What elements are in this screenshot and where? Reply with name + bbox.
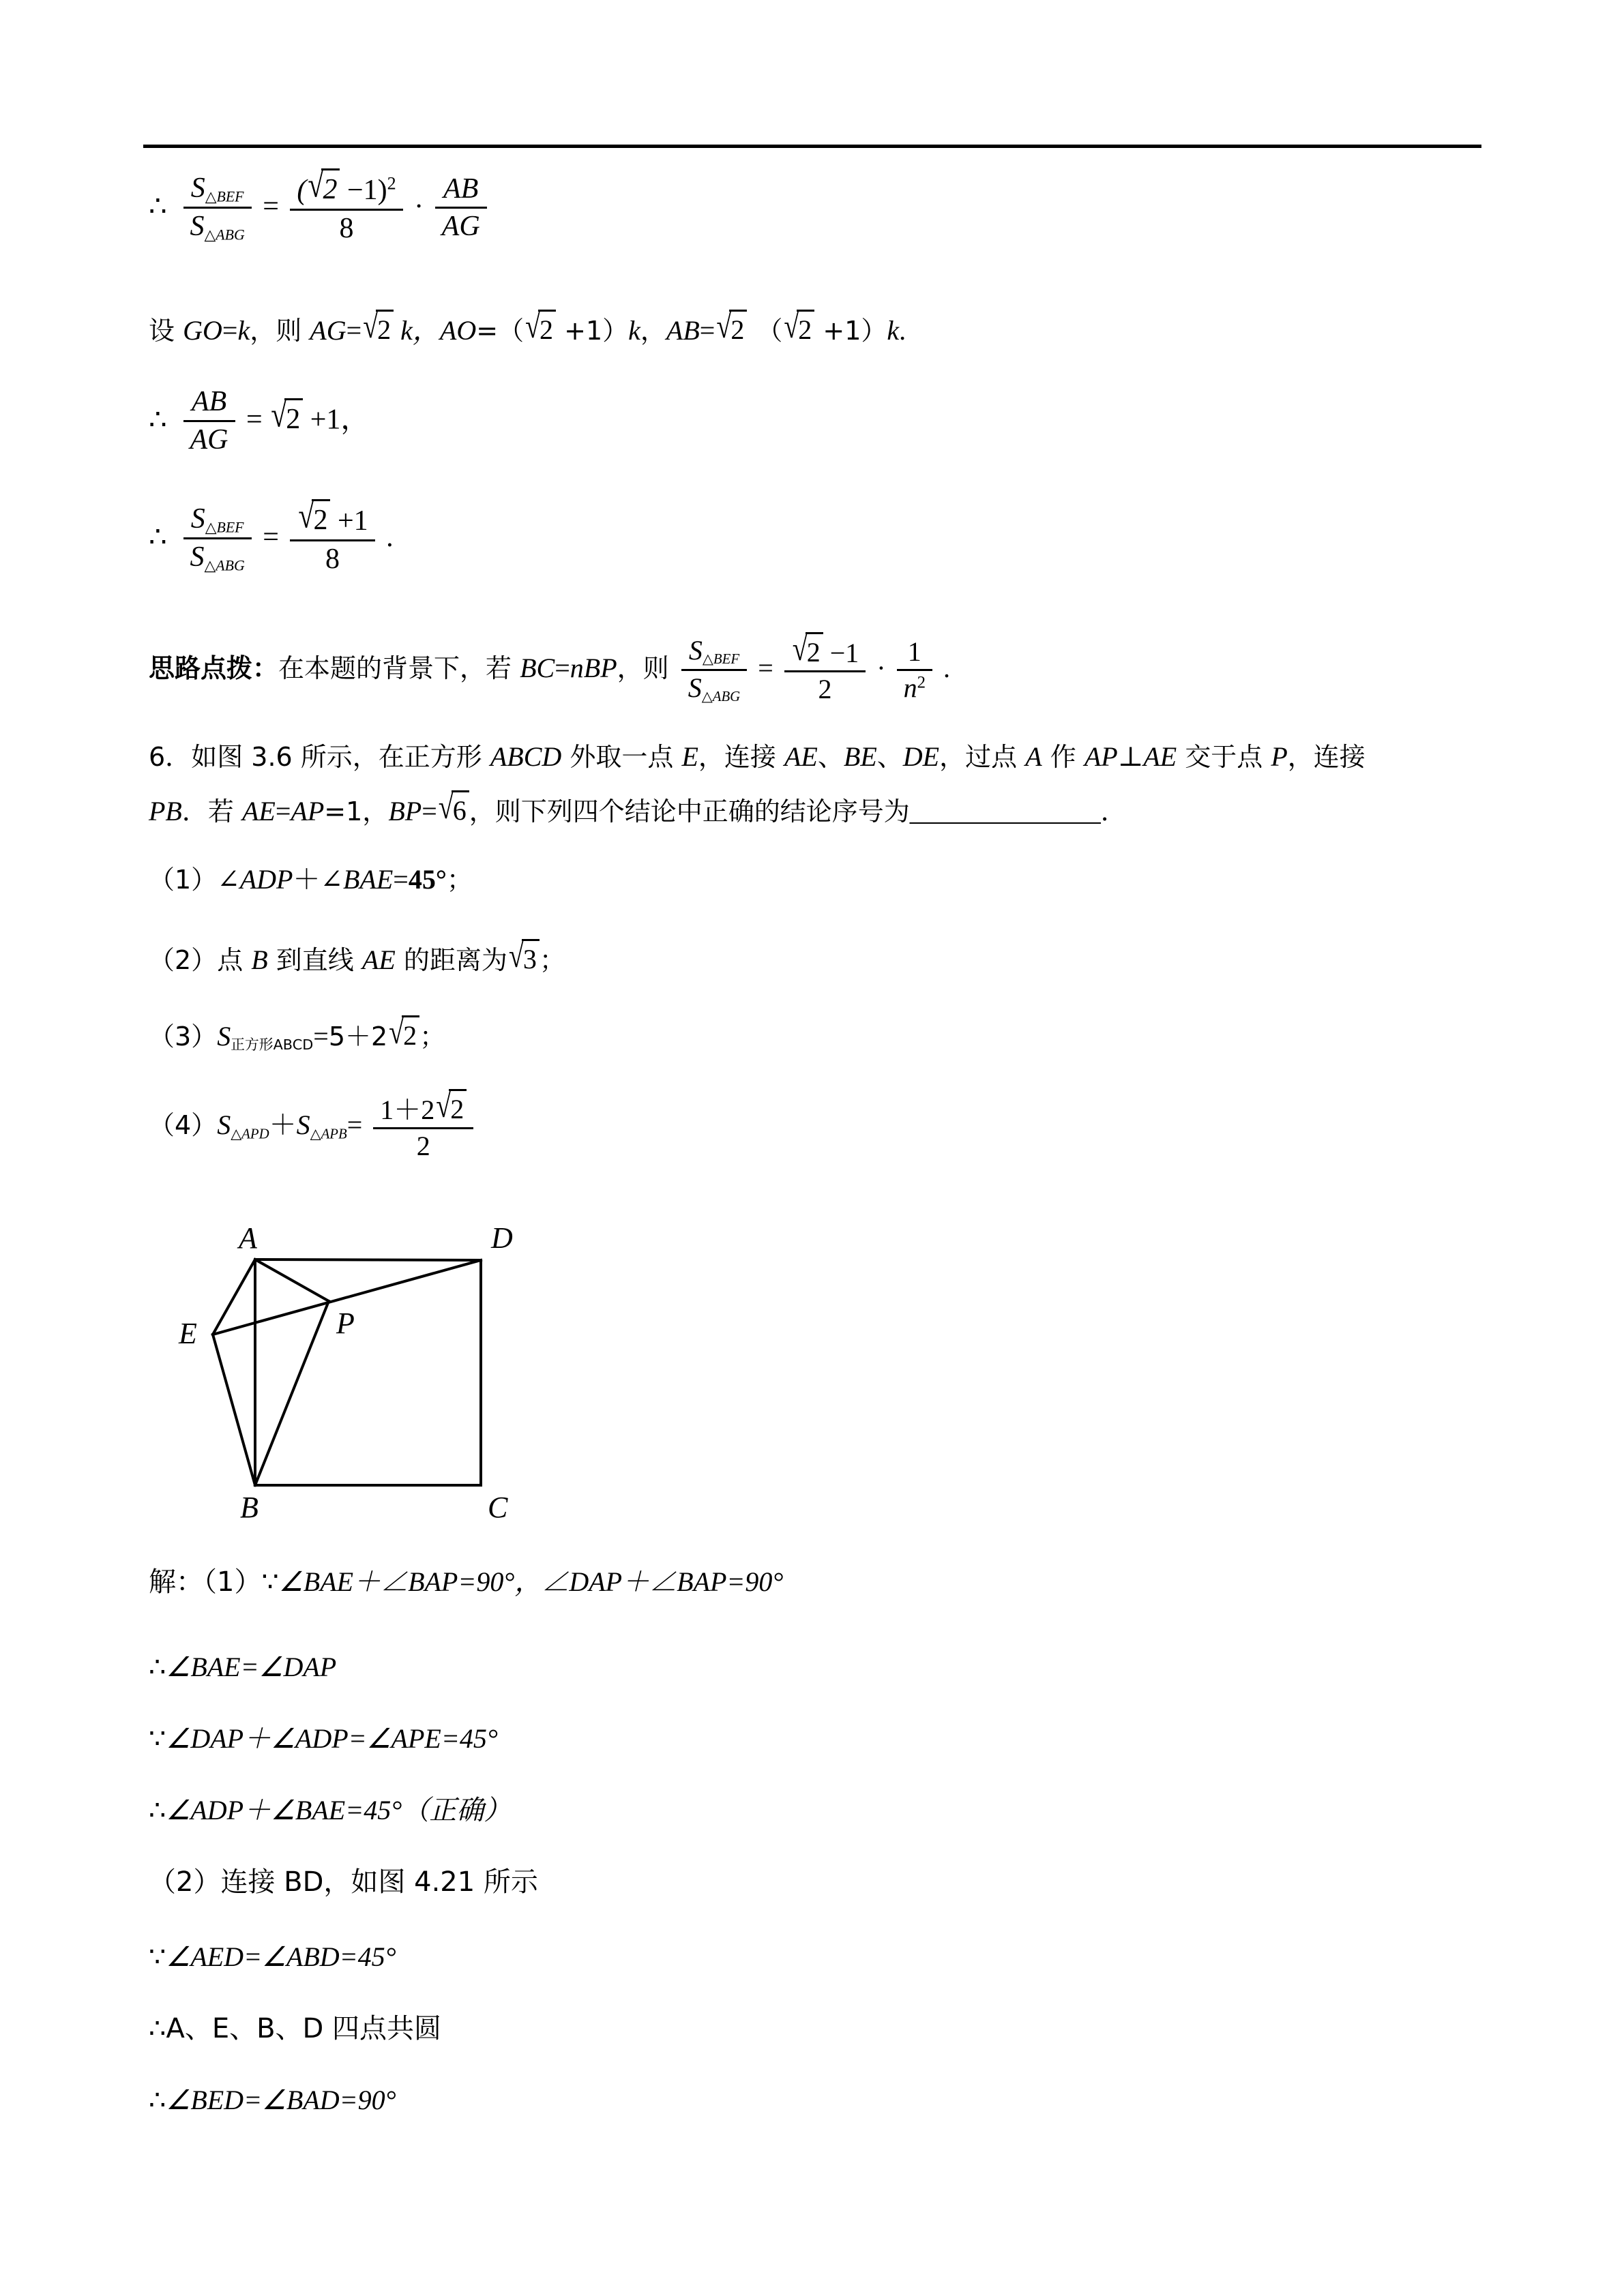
segment-EB [213,1335,255,1485]
problem-number: 6． [149,742,192,772]
line-set-go: 设 GO=k，则 AG=√2 k，AO=（√2 +1）k，AB=√2 （√2 +1）k. [149,310,906,348]
radical-icon: √2 [387,1016,419,1054]
equals-sign: = [758,653,773,684]
therefore-symbol: ∴ [149,191,167,223]
figure-label-C: C [488,1491,508,1524]
conclusion-1: （1）∠ADP＋∠BAE=45°； [149,864,473,895]
s-denominator-sub: △ABG [204,226,245,243]
solution-line-3: ∵∠DAP＋∠ADP=∠APE=45° [149,1723,498,1755]
header-rule [143,145,1481,148]
s-numerator-sub: △BEF [205,188,244,205]
problem-statement-line-1: 6．如图 3.6 所示，在正方形 ABCD 外取一点 E，连接 AE、BE、DE，过点 A 作 AP⊥AE 交于点 P，连接 [149,741,1365,772]
therefore-symbol: ∴ [149,522,167,554]
hint-label: 思路点拨： [149,653,279,684]
fraction-ab-ag-2: $\frac{AB}{AG}$ [183,384,235,458]
fraction-rhs-1: $\frac{(√2 -1)^2}{8}$ [290,169,402,246]
formula-3: ∴ $\frac{\text{S△BEF}}{\text{S△ABG}}$ = $\frac{√2 +1}{8}$ . [149,501,394,578]
conclusion-3: （3）S正方形ABCD=5＋2√2 ； [149,1013,446,1054]
formula-1 [149,166,491,248]
conclusion-2: （2）点 B 到直线 AE 的距离为√3 ； [149,940,565,977]
solution-line-8: ∴∠BED=∠BAD=90° [149,2085,396,2116]
fraction-s-ratio-1 [183,170,252,245]
solution-line-2: ∴∠BAE=∠DAP [149,1652,337,1683]
radical-icon: √2 [434,1090,467,1127]
formula-2: ∴ $\frac{AB}{AG}$ = √2 +1， [149,385,369,459]
geometry-figure [171,1197,552,1579]
figure-label-P: P [336,1307,355,1340]
radical-icon: √2 [297,500,330,539]
figure-label-A: A [239,1221,257,1255]
segment-PB [255,1301,329,1485]
therefore-symbol: ∴ [149,404,167,436]
solution-line-6: ∵∠AED=∠ABD=45° [149,1941,396,1973]
s-numerator: S [190,173,205,205]
equals-sign: = [263,522,279,554]
radical-icon: √3 [507,940,540,977]
solution-line-4: ∴∠ADP＋∠BAE=45°（正确） [149,1795,512,1826]
figure-label-D: D [491,1221,513,1255]
fraction-s-ratio-2: $\frac{\text{S△BEF}}{\text{S△ABG}}$ [183,501,252,576]
radical-icon: √2 [782,310,814,348]
multiply-dot: · [414,191,424,223]
radical-icon: √2 [791,633,823,670]
fraction-rhs-2: $\frac{√2 +1}{8}$ [290,500,374,577]
fraction-hint-rhs: $\frac{√2 -1}{2}$ [784,633,866,706]
equals-sign: = [246,404,263,436]
segment-AD [255,1259,481,1260]
fraction-s-ratio-3: $\frac{\text{S△BEF}}{\text{S△ABG}}$ [681,633,747,705]
radical-icon: √2 [715,310,747,348]
radical-icon: √6 [437,791,469,829]
segment-AP [255,1259,329,1301]
solution-line-1: 解：（1）∵∠BAE＋∠BAP=90°，∠DAP＋∠BAP=90° [149,1566,784,1598]
s-denominator: S [190,211,205,242]
problem-statement-line-2: PB．若 AE=AP=1，BP=√6 ，则下列四个结论中正确的结论序号为______________． [149,791,1127,829]
fraction-ab-ag-1: $\frac{AB}{AG}$ [435,171,487,245]
conclusion-4: （4）S△APD＋S△APB= $\frac{1+2√2}{2}$ [149,1091,477,1165]
figure-label-B: B [240,1491,259,1524]
fraction-one-over-n2: $\frac{1}{n^2}$ [897,635,932,705]
radical-icon: √2 [306,169,340,209]
conclusion-number: （2） [149,945,218,975]
conclusion-number: （4） [149,1110,218,1141]
solution-line-7: ∴A、E、B、D 四点共圆 [149,2013,442,2044]
hint-line: 思路点拨：在本题的背景下，若 BC=nBP，则 $\frac{\text{S△BEF}}{\text{S△ABG}}$ = $\frac{√2 -1}{2}$ · $\frac{1}{n^2}$ . [149,634,950,708]
radical-icon: √2 [269,399,303,438]
equals-sign: = [263,191,279,223]
figure-label-E: E [179,1317,197,1350]
radical-icon: √2 [524,310,556,348]
radical-icon: √2 [361,310,394,348]
conclusion-number: （1） [149,865,218,895]
conclusion-number: （3） [149,1022,218,1052]
fraction-conclusion-4: $\frac{1+2√2}{2}$ [373,1090,473,1163]
solution-line-5: （2）连接 BD，如图 4.21 所示 [149,1866,538,1898]
answer-blank[interactable]: ______________ [909,796,1101,826]
